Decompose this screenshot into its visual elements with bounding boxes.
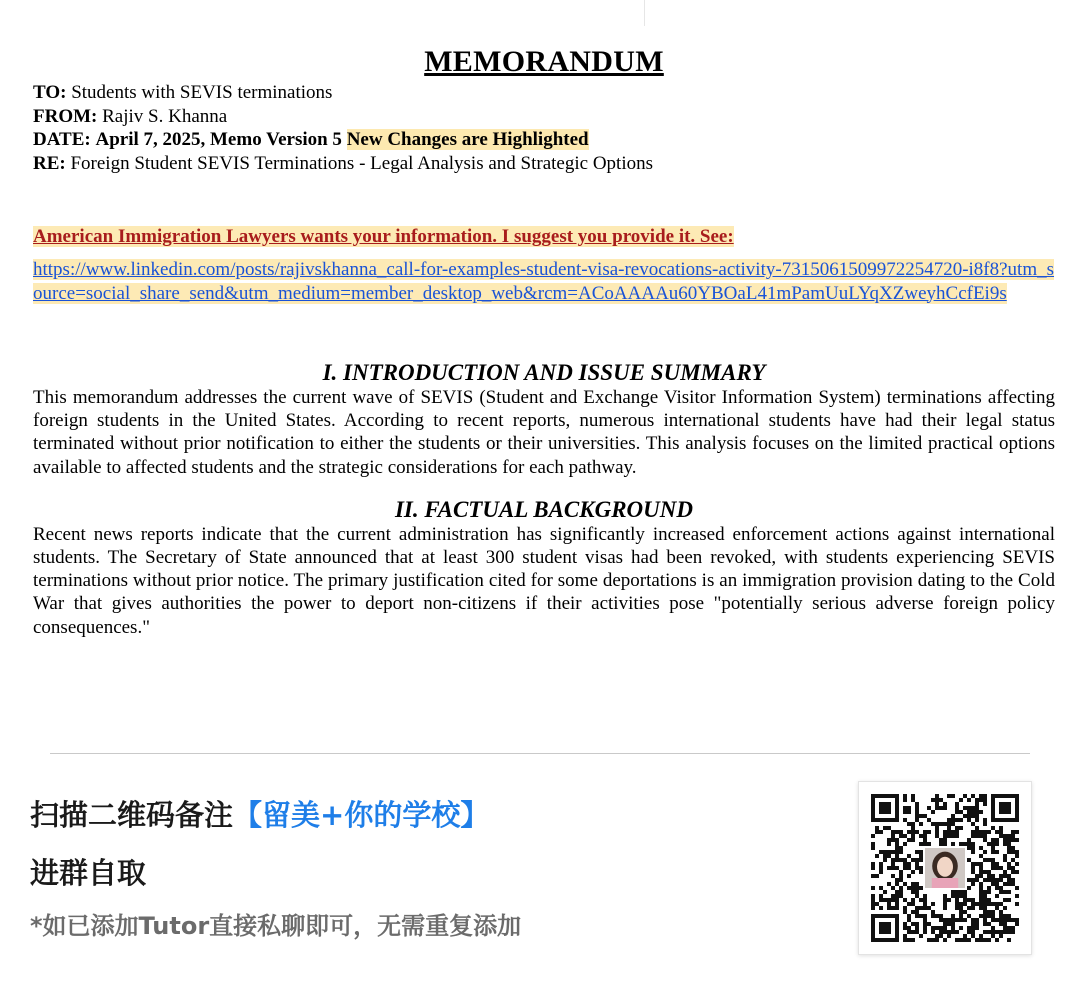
linkedin-link-text[interactable]: https://www.linkedin.com/posts/rajivskhanna_call-for-examples-student-visa-revocations-activity-7315061509972254720-i8f8?utm_source=social_share_send&utm_medium=member_desktop_web&rcm=ACoAAAAu60YBOaL41mPamUuLYqXZweyhCcfEi9s	[33, 259, 1055, 304]
memo-re-line	[33, 152, 1055, 176]
linkedin-link[interactable]	[33, 258, 1055, 305]
memo-document	[33, 44, 1055, 639]
promo-scan-prefix: 扫描二维码备注	[30, 798, 234, 832]
section-title-factual-background: II. FACTUAL BACKGROUND	[394, 496, 693, 522]
promo-scan-note: 【留美+你的学校】	[233, 798, 490, 832]
memo-to-line	[33, 81, 1055, 105]
promo-footnote: *如已添加Tutor直接私聊即可，无需重复添加	[30, 912, 522, 940]
promo-scan-instruction	[30, 793, 489, 834]
qr-code-graphic	[859, 782, 1031, 954]
date-highlight: New Changes are Highlighted	[346, 129, 589, 150]
avatar-body	[932, 878, 958, 888]
memo-date-line	[33, 128, 1055, 152]
aila-notice-text: American Immigration Lawyers wants your information. I suggest you provide it. See:	[33, 226, 734, 247]
section-title-introduction: I. INTRODUCTION AND ISSUE SUMMARY	[322, 360, 766, 385]
re-label: RE:	[33, 152, 66, 174]
avatar-face	[937, 857, 953, 877]
promo-divider	[50, 753, 1030, 754]
from-label: FROM:	[33, 105, 98, 127]
section-body-factual-background: Recent news reports indicate that the current administration has significantly increased enforcement actions against international students. The Secretary of State announced that at least 300 student visas had been revoked, with students experiencing SEVIS terminations without prior notice. The primary justification cited for some deportations is an immigration provision dating to the Cold War that gives authorities the power to deport non-citizens if their activities pose "potentially serious adverse foreign policy consequences."	[33, 523, 1055, 638]
to-label: TO:	[33, 82, 67, 103]
date-value: April 7, 2025, Memo Version 5	[95, 129, 342, 150]
section-body-introduction: This memorandum addresses the current wave of SEVIS (Student and Exchange Visitor Information System) terminations affecting foreign students in the United States. According to recent reports, numerous international students have had their legal status terminated without prior notification to either the students or their universities. This analysis focuses on the limited practical options available to affected students and the strategic considerations for each pathway.	[33, 387, 1055, 478]
to-value: Students with SEVIS terminations	[71, 82, 333, 103]
re-value: Foreign Student SEVIS Terminations - Legal Analysis and Strategic Options	[70, 152, 653, 174]
promo-join-group: 进群自取	[30, 856, 147, 890]
from-value: Rajiv S. Khanna	[102, 105, 228, 127]
memo-from-line	[33, 105, 1055, 129]
qr-code-icon[interactable]	[858, 781, 1032, 955]
date-label: DATE:	[33, 129, 91, 150]
memo-title: MEMORANDUM	[424, 45, 664, 78]
aila-notice	[33, 225, 1055, 249]
top-divider-tick	[644, 0, 645, 26]
